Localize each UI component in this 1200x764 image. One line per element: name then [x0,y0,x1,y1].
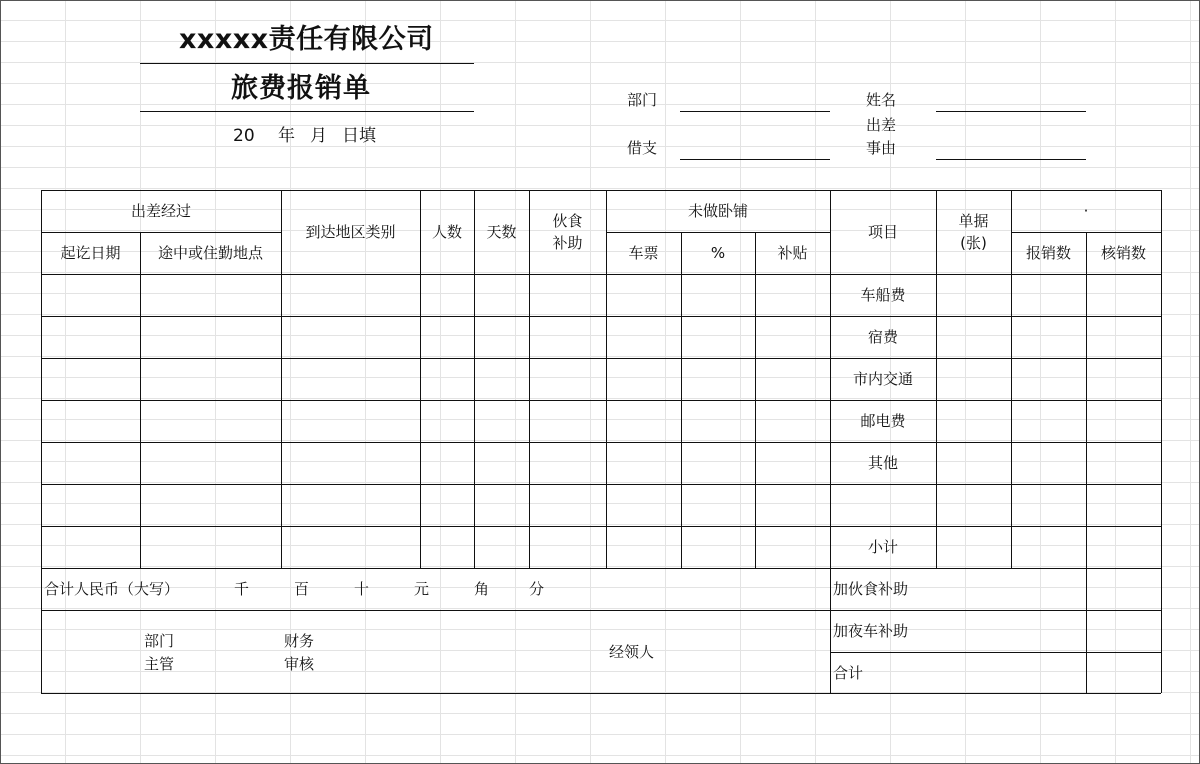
item-subtotal: 小计 [867,538,898,556]
header-no-sleeper: 未做卧铺 [687,202,748,220]
unit-thousand: 千 [234,580,250,598]
header-subsidy: 补贴 [777,244,808,262]
advance-field-line[interactable] [680,159,830,160]
item-other: 其他 [867,454,898,472]
header-region-type: 到达地区类别 [305,223,396,241]
advance-label: 借支 [627,139,658,157]
header-meal-line2: 补助 [552,234,583,252]
unit-jiao: 角 [474,580,490,598]
header-approved-amount: 核销数 [1100,244,1146,262]
trip-reason-label-1: 出差 [866,116,897,134]
header-voucher-line1: 单据 [958,212,989,230]
unit-yuan: 元 [414,580,430,598]
item-ship-fare: 车船费 [860,286,906,304]
dept-field-line[interactable] [680,111,830,112]
name-label: 姓名 [866,91,897,109]
date-day-fill: 日填 [342,126,376,146]
header-start-end-date: 起讫日期 [60,244,121,262]
sig-dept-head-line2: 主管 [144,655,175,673]
header-item: 项目 [867,223,898,241]
form-title: 旅费报销单 [231,73,371,104]
header-people: 人数 [431,223,462,241]
header-dot: · [1083,202,1089,220]
extra-grand-total: 合计 [833,664,864,682]
sig-finance-line1: 财务 [284,632,315,650]
header-claim-amount: 报销数 [1025,244,1071,262]
header-route-place: 途中或住勤地点 [157,244,263,262]
item-lodging: 宿费 [867,328,898,346]
trip-reason-label-2: 事由 [866,139,897,157]
header-ticket: 车票 [628,244,659,262]
date-year: 年 [278,126,295,146]
unit-hundred: 百 [294,580,310,598]
company-name: xxxxx责任有限公司 [179,24,434,55]
date-month: 月 [310,126,327,146]
header-trip: 出差经过 [130,202,191,220]
item-post-telecom: 邮电费 [860,412,906,430]
header-percent: % [710,244,726,262]
sig-finance-line2: 审核 [284,655,315,673]
header-meal [529,190,606,274]
unit-fen: 分 [529,580,545,598]
header-meal-line1: 伙食 [552,212,583,230]
trip-reason-field-line[interactable] [936,159,1086,160]
sig-dept-head-line1: 部门 [144,632,175,650]
extra-meal-subsidy: 加伙食补助 [833,580,909,598]
unit-ten: 十 [354,580,370,598]
name-field-line[interactable] [936,111,1086,112]
item-city-transport: 市内交通 [852,370,913,388]
extra-night-train-subsidy: 加夜车补助 [833,622,909,640]
title-underline-1 [140,63,474,64]
date-year-prefix: 20 [233,126,255,146]
total-rmb-label: 合计人民币（大写） [44,580,180,598]
header-voucher [936,190,1011,274]
item-blank [830,484,936,526]
header-days: 天数 [486,223,517,241]
sig-handler: 经领人 [609,643,655,661]
title-underline-2 [140,111,474,112]
header-voucher-line2: (张) [960,234,987,252]
dept-label: 部门 [627,91,658,109]
